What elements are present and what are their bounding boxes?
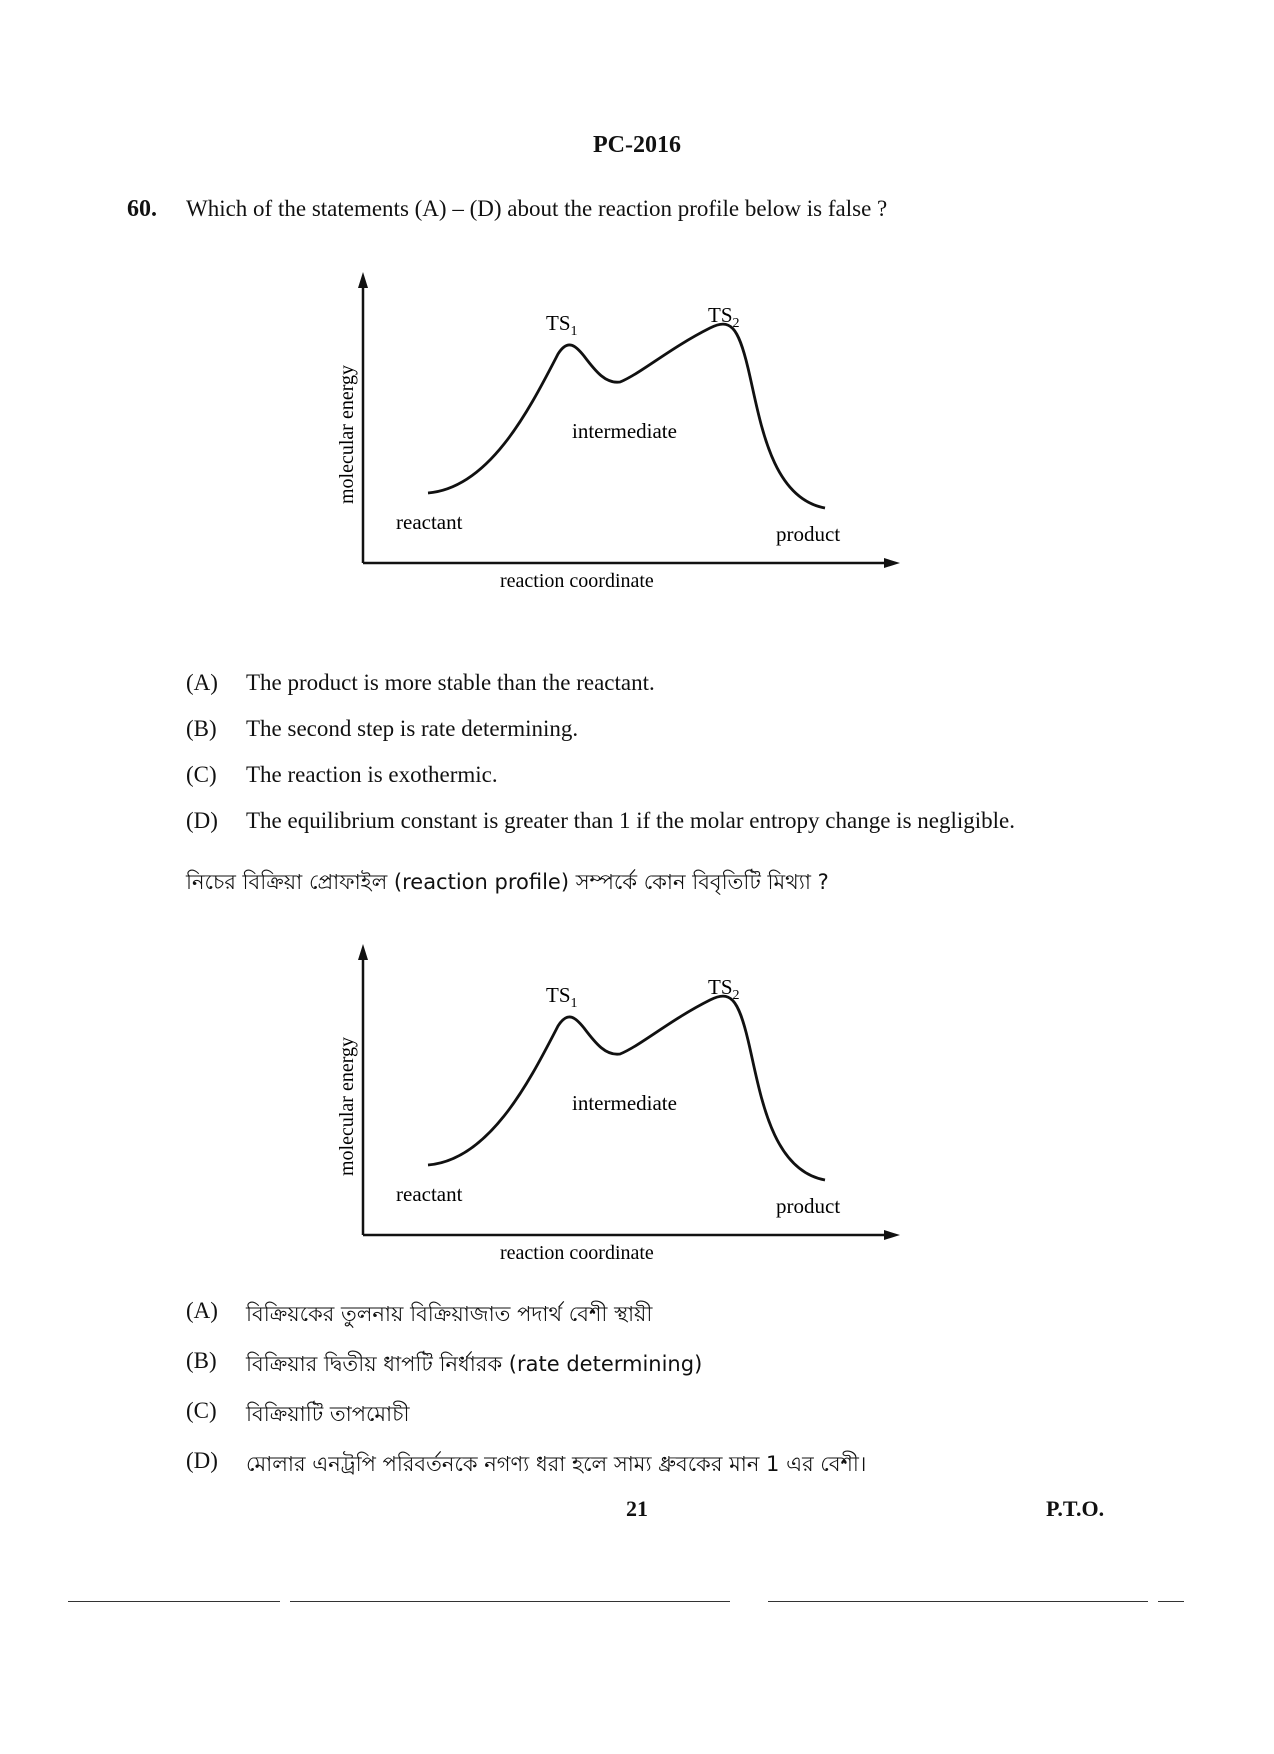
intermediate-label: intermediate	[572, 419, 677, 443]
product-label: product	[776, 1194, 841, 1218]
y-axis	[358, 272, 368, 563]
option-b-bengali-text: বিক্রিয়ার দ্বিতীয় ধাপটি নির্ধারক (rate determining)	[246, 1352, 703, 1376]
option-a-label: (A)	[186, 670, 218, 695]
x-axis	[363, 1230, 900, 1240]
ts1-label: $TS_1$	[546, 311, 578, 339]
option-a-text: The product is more stable than the reactant.	[246, 670, 655, 695]
option-c-bengali-label: (C)	[186, 1398, 217, 1423]
question-text-bengali: নিচের বিক্রিয়া প্রোফাইল (reaction profile) সম্পর্কে কোন বিবৃতিটি মিথ্যা ?	[186, 870, 829, 894]
x-axis	[363, 558, 900, 568]
footer-rule	[68, 1601, 280, 1602]
ts2-label: $TS_2$	[708, 975, 740, 1003]
pto-note: P.T.O.	[1046, 1496, 1105, 1521]
reaction-profile-diagram-2	[320, 940, 910, 1270]
y-axis-label: molecular energy	[336, 1036, 358, 1176]
option-a-bengali-label: (A)	[186, 1298, 218, 1323]
footer-rule	[1158, 1601, 1184, 1602]
option-b-bengali-label: (B)	[186, 1348, 217, 1373]
option-d-bengali-text: মোলার এনট্রপি পরিবর্তনকে নগণ্য ধরা হলে সাম্য ধ্রুবকের মান 1 এর বেশী।	[246, 1452, 867, 1476]
product-label: product	[776, 522, 841, 546]
option-b-label: (B)	[186, 716, 217, 741]
option-d-text: The equilibrium constant is greater than 1 if the molar entropy change is negligible.	[246, 808, 1015, 833]
option-c-label: (C)	[186, 762, 217, 787]
reactant-label: reactant	[396, 510, 463, 534]
option-c-bengali-text: বিক্রিয়াটি তাপমোচী	[246, 1402, 410, 1426]
energy-curve	[428, 996, 825, 1180]
question-number: 60.	[127, 196, 157, 222]
option-b-text: The second step is rate determining.	[246, 716, 579, 741]
y-axis	[358, 944, 368, 1235]
ts2-label: $TS_2$	[708, 303, 740, 331]
footer-rule	[768, 1601, 1148, 1602]
reactant-label: reactant	[396, 1182, 463, 1206]
footer-rule	[290, 1601, 730, 1602]
option-a-bengali-text: বিক্রিয়কের তুলনায় বিক্রিয়াজাত পদার্থ বেশী স্থায়ী	[246, 1302, 653, 1326]
page-number: 21	[626, 1496, 648, 1521]
reaction-profile-diagram-1	[320, 268, 910, 598]
y-axis-label: molecular energy	[336, 364, 358, 504]
question-text: Which of the statements (A) – (D) about the reaction profile below is false ?	[186, 196, 888, 221]
x-axis-label: reaction coordinate	[500, 570, 654, 592]
option-c-text: The reaction is exothermic.	[246, 762, 498, 787]
option-d-bengali-label: (D)	[186, 1448, 218, 1473]
option-d-label: (D)	[186, 808, 218, 833]
energy-curve	[428, 324, 825, 508]
ts1-label: $TS_1$	[546, 983, 578, 1011]
page-header-code: PC-2016	[593, 132, 681, 158]
intermediate-label: intermediate	[572, 1091, 677, 1115]
x-axis-label: reaction coordinate	[500, 1242, 654, 1264]
